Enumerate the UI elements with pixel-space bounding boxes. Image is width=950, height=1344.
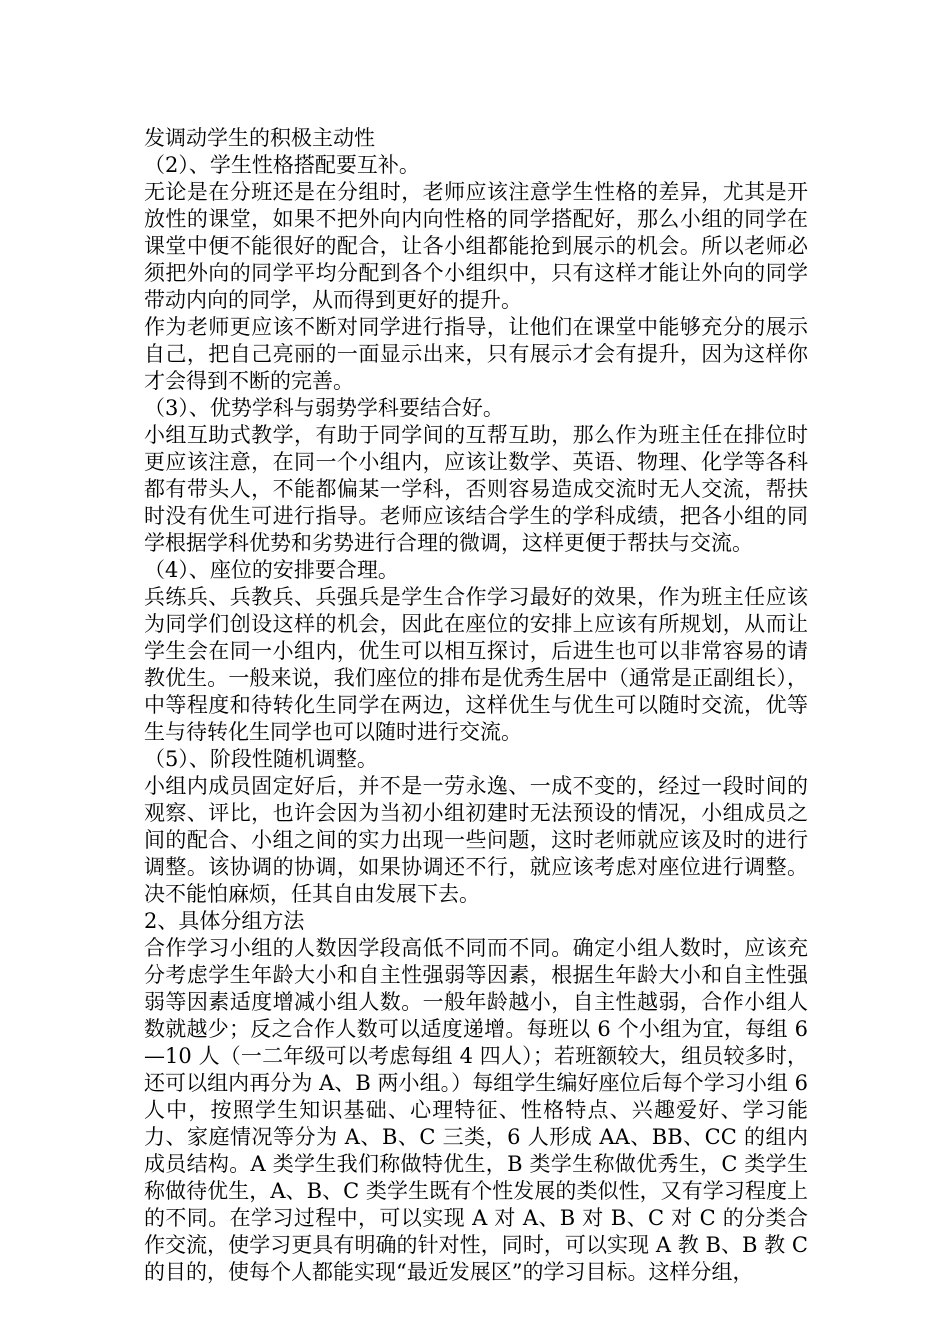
heading-adjustment: （5）、阶段性随机调整。: [144, 747, 378, 771]
paragraph-seating: 兵练兵、兵教兵、兵强兵是学生合作学习最好的效果，作为班主任应该为同学们创设这样的机会，因此在座位的安排上应该有所规划，从而让学生会在同一小组内，优生可以相互探讨，后进生也可以非常容易的请教优生。一般来说，我们座位的排布是优秀生居中（通常是正副组长），中等程度和待转化生同学在两边，这样优生与优生可以随时交流，优等生与待转化生同学也可以随时进行交流。: [144, 585, 808, 744]
paragraph-subject-balance: 小组互助式教学，有助于同学间的互帮互助，那么作为班主任在排位时更应该注意，在同一个小组内，应该让数学、英语、物理、化学等各科都有带头人，不能都偏某一学科，否则容易造成交流时无人交流，帮扶时没有优生可进行指导。老师应该结合学生的学科成绩，把各小组的同学根据学科优势和劣势进行合理的微调，这样更便于帮扶与交流。: [144, 423, 808, 555]
paragraph-intro-continuation: 发调动学生的积极主动性: [144, 126, 375, 150]
paragraph-teacher-guidance: 作为老师更应该不断对同学进行指导，让他们在课堂中能够充分的展示自己，把自己亮丽的一面显示出来，只有展示才会有提升，因为这样你才会得到不断的完善。: [144, 315, 808, 393]
heading-subject-balance: （3）、优势学科与弱势学科要结合好。: [144, 396, 504, 420]
document-body: [144, 125, 808, 1286]
heading-personality-match: （2）、学生性格搭配要互补。: [144, 153, 420, 177]
heading-grouping-method: 2、具体分组方法: [144, 909, 305, 933]
paragraph-personality-match: 无论是在分班还是在分组时，老师应该注意学生性格的差异，尤其是开放性的课堂，如果不把外向内向性格的同学搭配好，那么小组的同学在课堂中便不能很好的配合，让各小组都能抢到展示的机会。所以老师必须把外向的同学平均分配到各个小组织中，只有这样才能让外向的同学带动内向的同学，从而得到更好的提升。: [144, 180, 808, 312]
heading-seating: （4）、座位的安排要合理。: [144, 558, 399, 582]
paragraph-grouping-method: 合作学习小组的人数因学段高低不同而不同。确定小组人数时，应该充分考虑学生年龄大小和自主性强弱等因素，根据生年龄大小和自主性强弱等因素适度增减小组人数。一般年龄越小，自主性越弱，合作小组人数就越少；反之合作人数可以适度递增。每班以 6 个小组为宜，每组 6—10 人（一二年级可以考虑每组 4 四人）；若班额较大，组员较多时，还可以组内再分为 A、B 两小组。）每组学生编好座位后每个学习小组 6 人中，按照学生知识基础、心理特征、性格特点、兴趣爱好、学习能力、家庭情况等分为 A、B、C 三类，6 人形成 AA、BB、CC 的组内成员结构。A 类学生我们称做特优生，B 类学生称做优秀生，C 类学生称做待优生，A、B、C 类学生既有个性发展的类似性，又有学习程度上的不同。在学习过程中，可以实现 A 对 A、B 对 B、C 对 C 的分类合作交流，使学习更具有明确的针对性，同时，可以实现 A 教 B、B 教 C 的目的，使每个人都能实现“最近发展区”的学习目标。这样分组，: [144, 936, 808, 1284]
paragraph-adjustment: 小组内成员固定好后，并不是一劳永逸、一成不变的，经过一段时间的观察、评比，也许会因为当初小组初建时无法预设的情况，小组成员之间的配合、小组之间的实力出现一些问题，这时老师就应该及时的进行调整。该协调的协调，如果协调还不行，就应该考虑对座位进行调整。决不能怕麻烦，任其自由发展下去。: [144, 774, 808, 906]
